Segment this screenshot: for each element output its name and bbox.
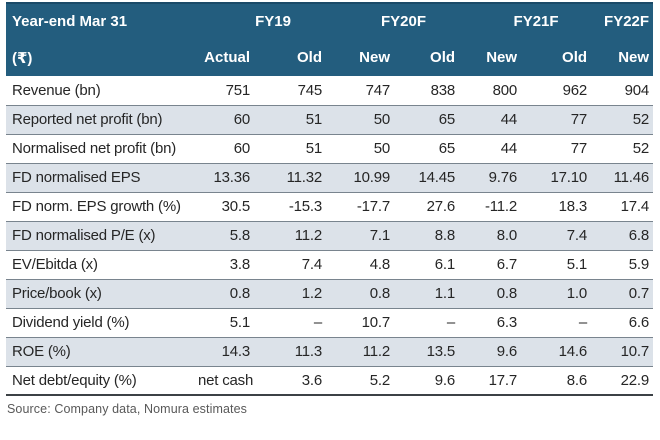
value-cell: 17.7 <box>459 366 521 395</box>
value-cell: 751 <box>225 81 250 99</box>
value-cell: 13.36 <box>198 163 254 192</box>
fy20f-group-header: FY20F <box>326 3 459 39</box>
value-cell: 52 <box>591 134 653 163</box>
value-cell: 0.8 <box>459 279 521 308</box>
value-cell: 4.8 <box>326 250 394 279</box>
value-cell: 14.3 <box>198 337 254 366</box>
value-cell: 11.2 <box>254 221 326 250</box>
value-cell: 3.6 <box>254 366 326 395</box>
value-cell: 30.5 <box>198 192 254 221</box>
value-cell: 13.5 <box>394 337 459 366</box>
source-attribution: Source: Company data, Nomura estimates <box>7 402 248 416</box>
value-cell: -17.7 <box>326 192 394 221</box>
value-cell: 7.1 <box>326 221 394 250</box>
row-label: Reported net profit (bn) <box>6 105 198 134</box>
row-label: Price/book (x) <box>6 279 198 308</box>
value-cell: -15.3 <box>254 192 326 221</box>
value-cell: 51 <box>254 134 326 163</box>
value-cell: 6.6 <box>591 308 653 337</box>
value-cell: 50 <box>326 134 394 163</box>
value-cell: 14.6 <box>521 337 591 366</box>
value-cell: 52 <box>591 105 653 134</box>
value-cell: – <box>254 308 326 337</box>
value-cell: 9.6 <box>394 366 459 395</box>
value-cell: 5.9 <box>591 250 653 279</box>
table-row <box>6 76 653 105</box>
value-cell: 11.46 <box>591 163 653 192</box>
fiscal-year-header-row <box>6 3 653 39</box>
row-label: Normalised net profit (bn) <box>6 134 198 163</box>
value-cell: 60 <box>198 134 254 163</box>
value-cell: 904 <box>624 81 650 99</box>
value-cell: 7.4 <box>254 250 326 279</box>
currency-unit-label: (₹) <box>6 39 198 76</box>
value-cell: 6.1 <box>394 250 459 279</box>
value-cell: 11.32 <box>254 163 326 192</box>
value-cell: 14.45 <box>394 163 459 192</box>
table-row <box>6 192 653 221</box>
financials-table <box>6 2 653 396</box>
value-cell: 44 <box>459 134 521 163</box>
table-row <box>6 308 653 337</box>
value-cell: 8.0 <box>459 221 521 250</box>
value-cell: 65 <box>394 105 459 134</box>
fy22f-group-header: FY22F <box>591 3 653 39</box>
fy19-group-header: FY19 <box>198 3 326 39</box>
value-cell: 11.2 <box>326 337 394 366</box>
value-cell: 22.9 <box>591 366 653 395</box>
row-label: FD norm. EPS growth (%) <box>6 192 198 221</box>
value-cell: – <box>394 308 459 337</box>
value-cell: 17.10 <box>521 163 591 192</box>
value-cell: 5.1 <box>198 308 254 337</box>
value-cell: 9.76 <box>459 163 521 192</box>
value-cell: 51 <box>254 105 326 134</box>
value-cell: 1.2 <box>254 279 326 308</box>
row-label: ROE (%) <box>6 337 198 366</box>
table-row <box>6 279 653 308</box>
value-cell: – <box>521 308 591 337</box>
table-body <box>6 76 653 395</box>
value-cell: 8.6 <box>521 366 591 395</box>
row-label: Dividend yield (%) <box>6 308 198 337</box>
value-cell: 0.8 <box>198 279 254 308</box>
value-cell: 1.1 <box>394 279 459 308</box>
value-cell: 77 <box>521 105 591 134</box>
table-header <box>6 3 653 76</box>
value-cell: 6.8 <box>591 221 653 250</box>
value-cell: 962 <box>562 81 588 99</box>
column-header-old-fy20f: Old <box>394 39 459 76</box>
value-cell: 6.3 <box>459 308 521 337</box>
value-cell: 5.2 <box>326 366 394 395</box>
value-cell: 10.99 <box>326 163 394 192</box>
table-row <box>6 366 653 395</box>
value-cell: 5.8 <box>198 221 254 250</box>
value-cell: 800 <box>492 81 518 99</box>
value-cell: 77 <box>521 134 591 163</box>
column-header-old-fy19: Old <box>254 39 326 76</box>
value-cell: 9.6 <box>459 337 521 366</box>
value-cell: 50 <box>326 105 394 134</box>
value-cell: 18.3 <box>521 192 591 221</box>
value-cell: 838 <box>430 81 456 99</box>
value-cell: net cash <box>198 366 254 395</box>
column-header-old-fy21f: Old <box>521 39 591 76</box>
value-cell: 1.0 <box>521 279 591 308</box>
value-cell: 11.3 <box>254 337 326 366</box>
row-label: EV/Ebitda (x) <box>6 250 198 279</box>
value-cell: 3.8 <box>198 250 254 279</box>
table-title: Year-end Mar 31 <box>6 3 198 39</box>
table-row <box>6 337 653 366</box>
value-cell: 8.8 <box>394 221 459 250</box>
row-label: Net debt/equity (%) <box>6 366 198 395</box>
value-cell: 65 <box>394 134 459 163</box>
column-header-new-fy20f: New <box>326 39 394 76</box>
table-row <box>6 105 653 134</box>
value-cell: 10.7 <box>326 308 394 337</box>
table-row <box>6 221 653 250</box>
value-cell: 17.4 <box>591 192 653 221</box>
value-cell: 60 <box>198 105 254 134</box>
row-label: FD normalised EPS <box>6 163 198 192</box>
table-row <box>6 163 653 192</box>
value-cell: 5.1 <box>521 250 591 279</box>
column-header-row <box>6 39 653 76</box>
value-cell: 0.8 <box>326 279 394 308</box>
table-row <box>6 250 653 279</box>
table-row <box>6 134 653 163</box>
value-cell: 747 <box>365 81 391 99</box>
row-label: Revenue (bn) <box>12 81 101 99</box>
value-cell: 6.7 <box>459 250 521 279</box>
value-cell: -11.2 <box>459 192 521 221</box>
value-cell: 10.7 <box>591 337 653 366</box>
column-header-actual: Actual <box>198 39 254 76</box>
value-cell: 44 <box>459 105 521 134</box>
column-header-new-fy22f: New <box>591 39 653 76</box>
column-header-new-fy21f: New <box>459 39 521 76</box>
fy21f-group-header: FY21F <box>459 3 591 39</box>
row-label: FD normalised P/E (x) <box>6 221 198 250</box>
value-cell: 0.7 <box>591 279 653 308</box>
value-cell: 27.6 <box>394 192 459 221</box>
value-cell: 7.4 <box>521 221 591 250</box>
value-cell: 745 <box>297 81 323 99</box>
